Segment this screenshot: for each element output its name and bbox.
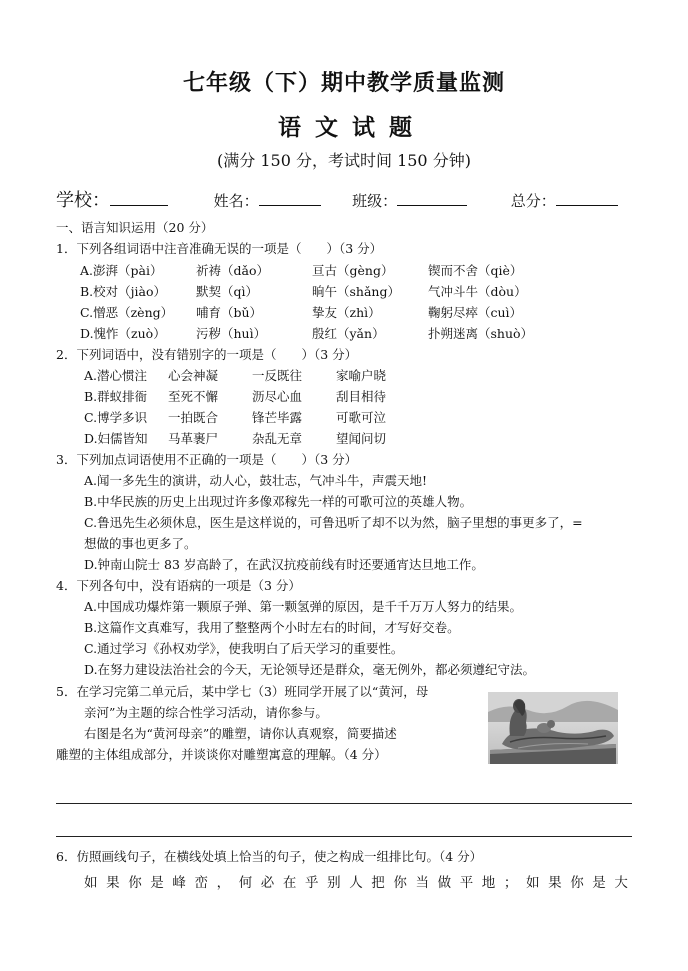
q2-option-a: A.潜心惯注 心会神凝 一反既往 家喻户晓	[84, 368, 387, 383]
q4-option-d: D.在努力建设法治社会的今天，无论领导还是群众，毫无例外，都必须遵纪守法。	[84, 662, 536, 677]
total-field[interactable]	[556, 191, 618, 206]
exam-subtitle: 语文试题	[278, 114, 426, 141]
class-field[interactable]	[397, 191, 467, 206]
q4-option-b: B.这篇作文真难写，我用了整整两个小时左右的时间，才写好交卷。	[84, 620, 460, 635]
name-label: 姓名：	[213, 192, 259, 210]
score-note: (满分 150 分，考试时间 150 分钟)	[217, 151, 471, 170]
q2-option-d: D.妇儒皆知 马革裹尸 杂乱无章 望闻问切	[84, 431, 387, 446]
q1-option-c: C.憎恶（zèng） 哺育（bǔ） 挚友（zhì） 鞠躬尽瘁（cuì）	[80, 305, 523, 320]
q1-stem: 1．下列各组词语中注音准确无误的一项是（ ）（3 分）	[56, 241, 383, 256]
q2-option-c: C.博学多识 一拍既合 锋芒毕露 可歌可泣	[84, 410, 387, 425]
q5-line-4: 雕塑的主体组成部分，并谈谈你对雕塑寓意的理解。（4 分）	[56, 747, 387, 762]
q3-option-d: D.钟南山院士 83 岁高龄了，在武汉抗疫前线有时还要通宵达旦地工作。	[84, 557, 484, 572]
q3-stem: 3．下列加点词语使用不正确的一项是（ ）（3 分）	[56, 452, 358, 467]
q3-option-b: B.中华民族的历史上出现过许多像邓稼先一样的可歌可泣的英雄人物。	[84, 494, 473, 509]
q3-option-c-cont: 想做的事也更多了。	[84, 536, 197, 551]
school-label: 学校：	[56, 190, 110, 211]
q6-stem: 6．仿照画线句子，在横线处填上恰当的句子，使之构成一组排比句。（4 分）	[56, 849, 483, 864]
q1-option-d: D.愧怍（zuò） 污秽（huì） 殷红（yǎn） 扑朔迷离（shuò）	[80, 326, 534, 341]
student-info-row	[56, 186, 618, 212]
q5-answer-line-2[interactable]	[56, 836, 632, 837]
yellow-river-mother-sculpture-image	[488, 692, 618, 764]
q1-option-a: A.澎湃（pài） 祈祷（dǎo） 亘古（gèng） 锲而不舍（qiè）	[80, 263, 523, 278]
exam-title: 七年级（下）期中教学质量监测	[182, 70, 505, 96]
q5-line-1: 5．在学习完第二单元后，某中学七（3）班同学开展了以“黄河，母	[56, 684, 429, 699]
q2-option-b: B.群蚁排衙 至死不懈 沥尽心血 刮目相待	[84, 389, 387, 404]
q5-line-2: 亲河”为主题的综合性学习活动，请你参与。	[84, 705, 328, 720]
class-label: 班级：	[352, 192, 398, 210]
name-field[interactable]	[259, 191, 321, 206]
q3-option-c: C.鲁迅先生必须休息，医生是这样说的，可鲁迅听了却不以为然，脑子里想的事更多了，=	[84, 515, 583, 530]
q5-line-3: 右图是名为“黄河母亲”的雕塑，请你认真观察，简要描述	[84, 726, 397, 741]
q4-stem: 4．下列各句中，没有语病的一项是（3 分）	[56, 578, 301, 593]
q2-stem: 2．下列词语中，没有错别字的一项是（ ）（3 分）	[56, 347, 358, 362]
q4-option-a: A.中国成功爆炸第一颗原子弹、第一颗氢弹的原因，是千千万万人努力的结果。	[84, 599, 523, 614]
school-field[interactable]	[110, 191, 168, 206]
q4-option-c: C.通过学习《孙权劝学》，使我明白了后天学习的重要性。	[84, 641, 404, 656]
section-heading: 一、语言知识运用（20 分）	[56, 220, 214, 235]
q5-answer-line-1[interactable]	[56, 803, 632, 804]
q1-option-b: B.校对（jiào） 默契（qì） 晌午（shǎng） 气冲斗牛（dòu）	[80, 284, 527, 299]
q6-text: 如果你是峰峦，何必在乎别人把你当做平地；如果你是大	[84, 875, 637, 891]
total-label: 总分：	[510, 192, 556, 210]
q3-option-a: A.闻一多先生的演讲，动人心，鼓壮志，气冲斗牛，声震天地!	[84, 473, 428, 488]
